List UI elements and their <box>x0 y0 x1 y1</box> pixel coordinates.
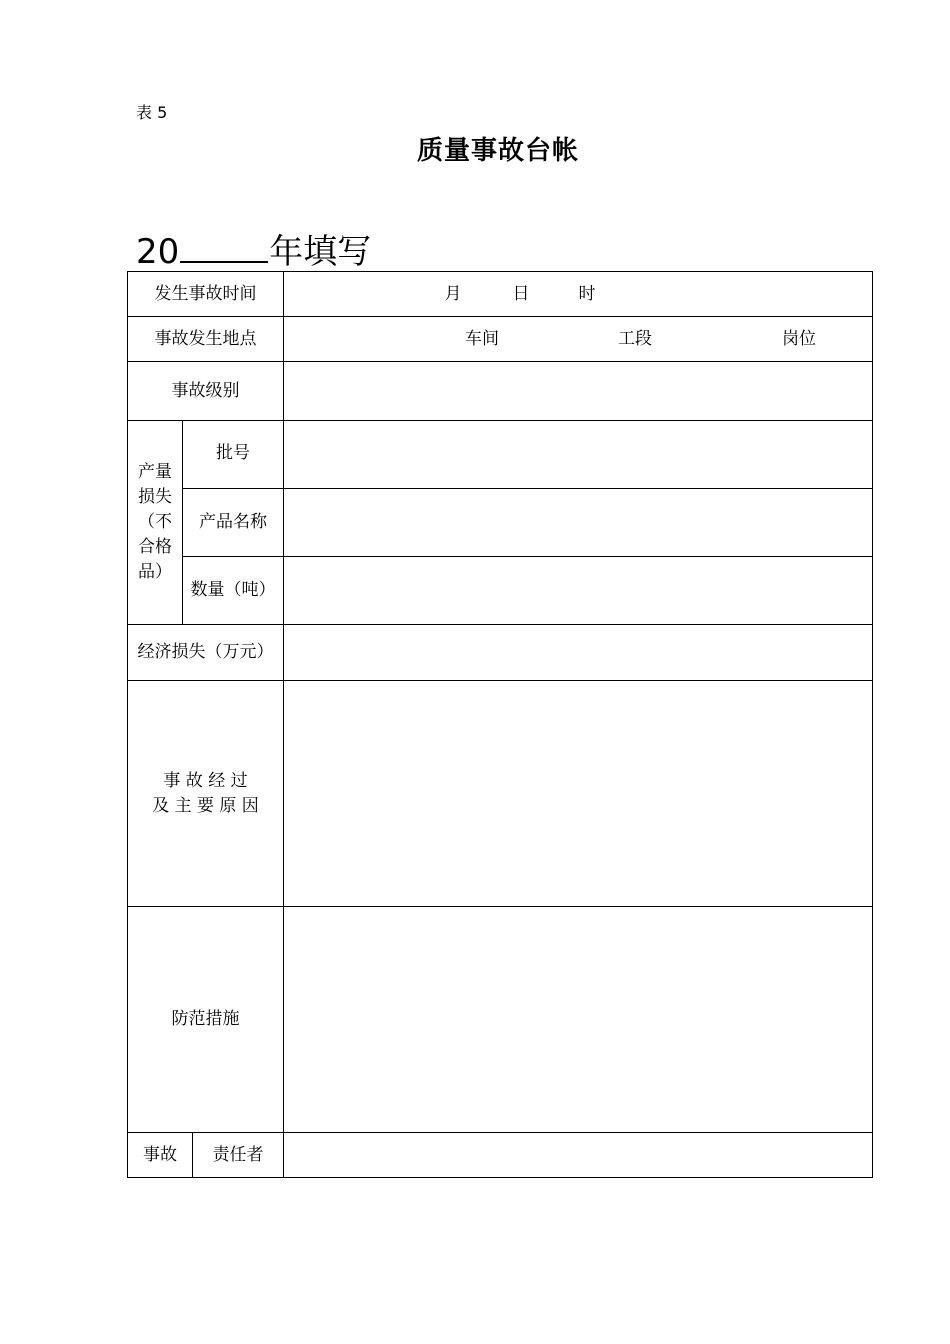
accident-label: 事故 <box>143 1144 177 1165</box>
place-workshop-label: 车间 <box>465 328 499 349</box>
quantity-label: 数量（吨） <box>190 580 276 600</box>
responsible-field[interactable] <box>284 1133 872 1177</box>
year-blank[interactable] <box>180 231 268 263</box>
time-day-label: 日 <box>512 283 530 304</box>
time-hour-label: 时 <box>578 283 596 304</box>
year-fill-line <box>136 224 371 273</box>
prevention-label: 防范措施 <box>171 1009 240 1029</box>
production-loss-label <box>128 421 182 624</box>
economic-loss-field[interactable] <box>284 625 872 680</box>
grid-line <box>872 271 873 1178</box>
year-suffix: 年填写 <box>269 232 372 272</box>
level-label: 事故级别 <box>171 380 240 401</box>
economic-loss-label: 经济损失（万元） <box>137 642 274 662</box>
grid-line <box>127 1177 873 1178</box>
place-section-label: 工段 <box>618 328 652 349</box>
process-cause-line2: 及 主 要 原 因 <box>152 795 259 816</box>
time-month-label: 月 <box>444 283 462 304</box>
process-cause-field[interactable] <box>284 681 872 906</box>
table-number: 表 5 <box>136 103 168 122</box>
responsible-label: 责任者 <box>212 1144 264 1165</box>
product-name-field[interactable] <box>284 489 872 556</box>
place-label: 事故发生地点 <box>154 328 257 349</box>
year-prefix: 20 <box>136 232 180 272</box>
quantity-field[interactable] <box>284 557 872 624</box>
process-cause-line1: 事 故 经 过 <box>163 770 248 791</box>
batch-label: 批号 <box>216 443 250 463</box>
process-cause-label <box>128 681 283 906</box>
batch-field[interactable] <box>284 421 872 488</box>
page-title: 质量事故台帐 <box>416 136 579 166</box>
product-name-label: 产品名称 <box>199 512 267 532</box>
time-label: 发生事故时间 <box>154 283 257 304</box>
level-field[interactable] <box>284 362 872 420</box>
place-post-label: 岗位 <box>782 328 816 349</box>
prevention-field[interactable] <box>284 907 872 1132</box>
production-loss-text: 产量 损失 （不 合格 品） <box>138 462 172 582</box>
